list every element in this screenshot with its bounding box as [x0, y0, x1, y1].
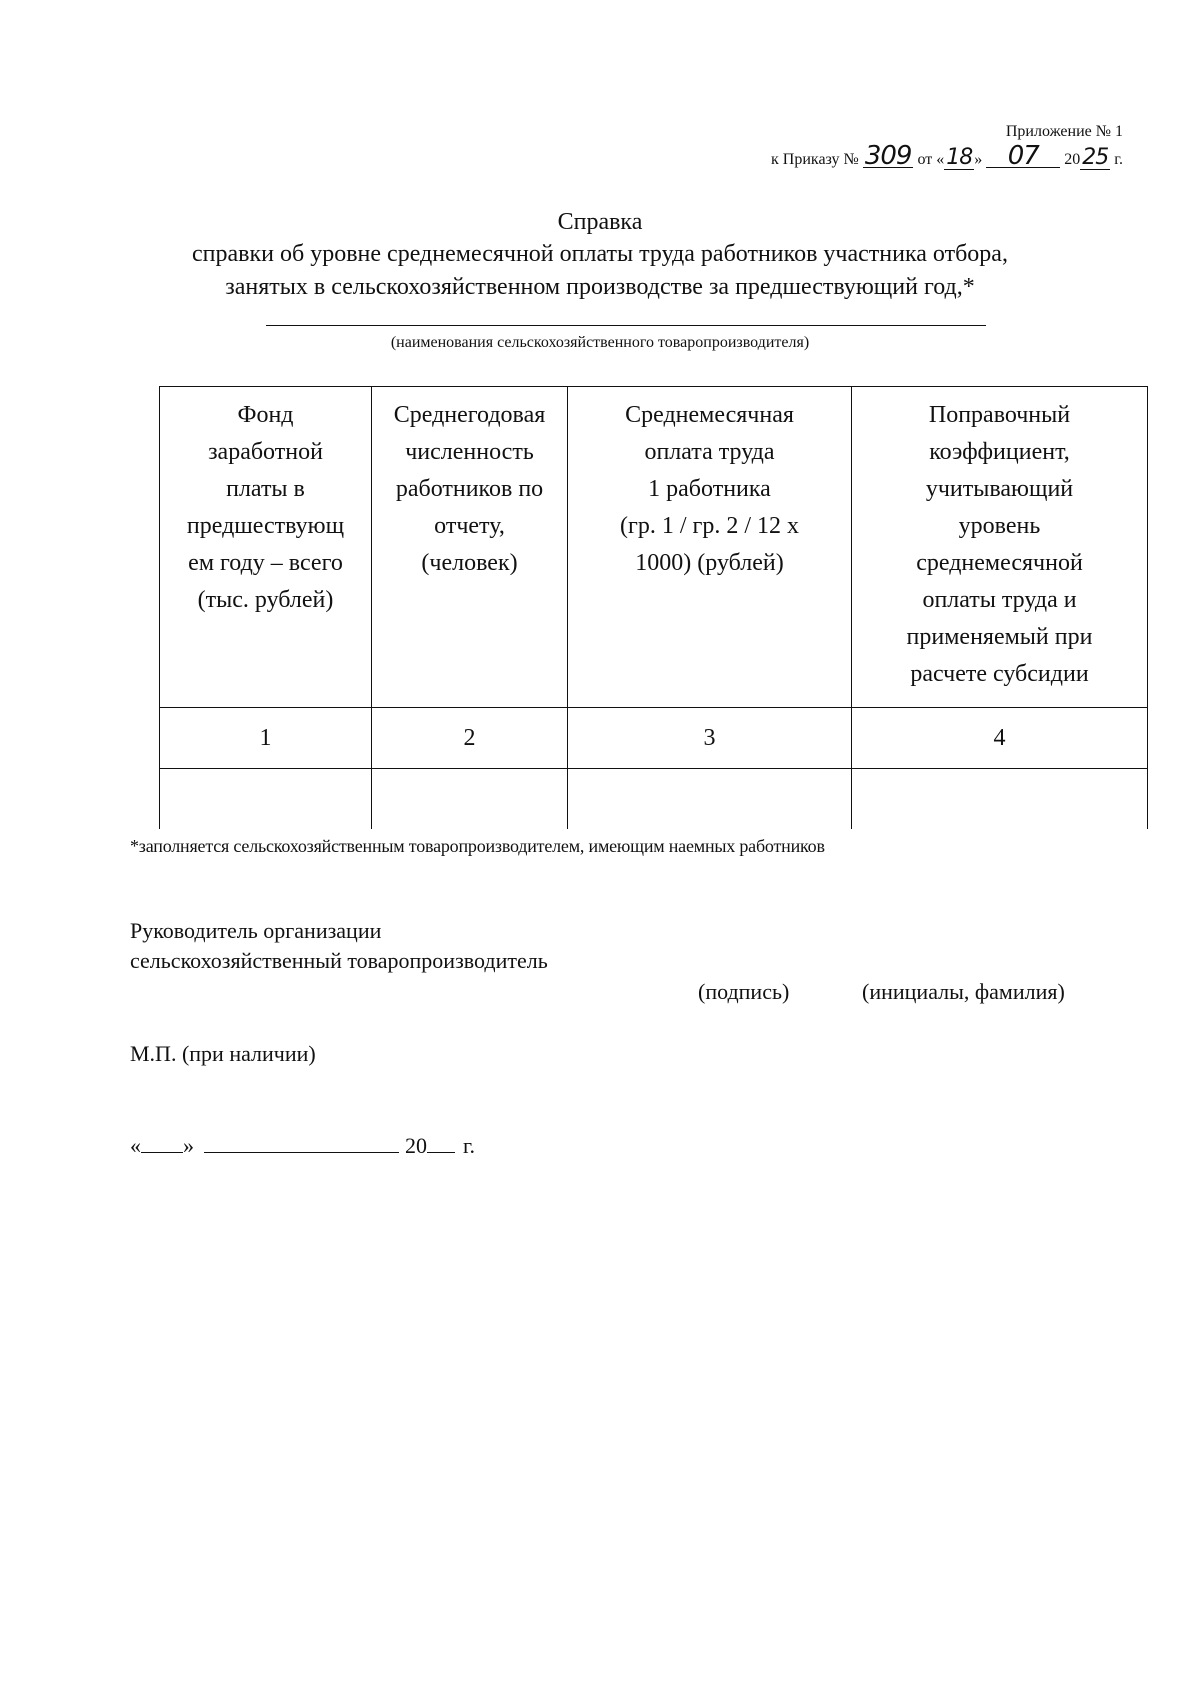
column-number-cell: 2 — [372, 708, 568, 769]
producer-name-caption: (наименования сельскохозяйственного товаропроизводителя) — [390, 334, 810, 351]
data-cell-correction-coefficient[interactable] — [852, 769, 1148, 830]
stamp-place-label: М.П. (при наличии) — [130, 1041, 316, 1066]
header-cell-correction-coefficient: Поправочный коэффициент, учитывающий уровень среднемесячной оплаты труда и применяемый при расчете субсидии — [852, 387, 1148, 708]
date-close-quote: » — [183, 1133, 194, 1158]
from-label: от « — [917, 151, 945, 168]
document-subtitle-line1: справки об уровне среднемесячной оплаты труда работников участника отбора, — [192, 241, 1008, 267]
appendix-label: Приложение № 1 — [1005, 123, 1123, 140]
date-year-tail: г. — [463, 1133, 476, 1158]
document-subtitle-line2: занятых в сельскохозяйственном производстве за предшествующий год,* — [225, 274, 975, 300]
document-title: Справка — [557, 209, 643, 235]
signature-caption: (подпись) — [698, 979, 790, 1004]
order-day-handwritten: 18 — [946, 145, 973, 170]
salary-table — [159, 386, 1148, 829]
producer-name-line[interactable] — [266, 325, 986, 326]
date-year-blank[interactable] — [427, 1130, 455, 1153]
order-month-handwritten: 07 — [986, 145, 1060, 168]
table-column-numbers-row — [160, 708, 1148, 769]
data-cell-monthly-pay[interactable] — [568, 769, 852, 830]
column-number-cell: 4 — [852, 708, 1148, 769]
order-reference — [771, 141, 1123, 171]
table-header-row — [160, 387, 1148, 708]
order-number-handwritten: 309 — [864, 141, 912, 171]
date-line — [130, 1130, 475, 1160]
footnote: *заполняется сельскохозяйственным товаропроизводителем, имеющим наемных работников — [130, 836, 825, 856]
header-cell-headcount: Среднегодовая численность работников по отчету, (человек) — [372, 387, 568, 708]
head-title-line1: Руководитель организации — [130, 918, 382, 943]
year-prefix: 20 — [1064, 151, 1081, 168]
data-cell-wage-fund[interactable] — [160, 769, 372, 830]
day-close-quote: » — [974, 151, 983, 168]
table-data-row — [160, 769, 1148, 830]
date-year-prefix: 20 — [405, 1133, 427, 1158]
date-month-blank[interactable] — [204, 1130, 399, 1153]
column-number-cell: 1 — [160, 708, 372, 769]
data-cell-headcount[interactable] — [372, 769, 568, 830]
order-year-handwritten: 25 — [1082, 145, 1109, 170]
year-tail: г. — [1114, 151, 1123, 168]
initials-surname-caption: (инициалы, фамилия) — [862, 979, 1065, 1004]
date-open-quote: « — [130, 1133, 141, 1158]
header-cell-wage-fund: Фонд заработной платы в предшествующ ем году – всего (тыс. рублей) — [160, 387, 372, 708]
order-prefix: к Приказу № — [771, 151, 859, 168]
date-day-blank[interactable] — [141, 1130, 183, 1153]
header-cell-monthly-pay: Среднемесячная оплата труда 1 работника (гр. 1 / гр. 2 / 12 х 1000) (рублей) — [568, 387, 852, 708]
head-title-line2: сельскохозяйственный товаропроизводитель — [130, 948, 548, 973]
column-number-cell: 3 — [568, 708, 852, 769]
